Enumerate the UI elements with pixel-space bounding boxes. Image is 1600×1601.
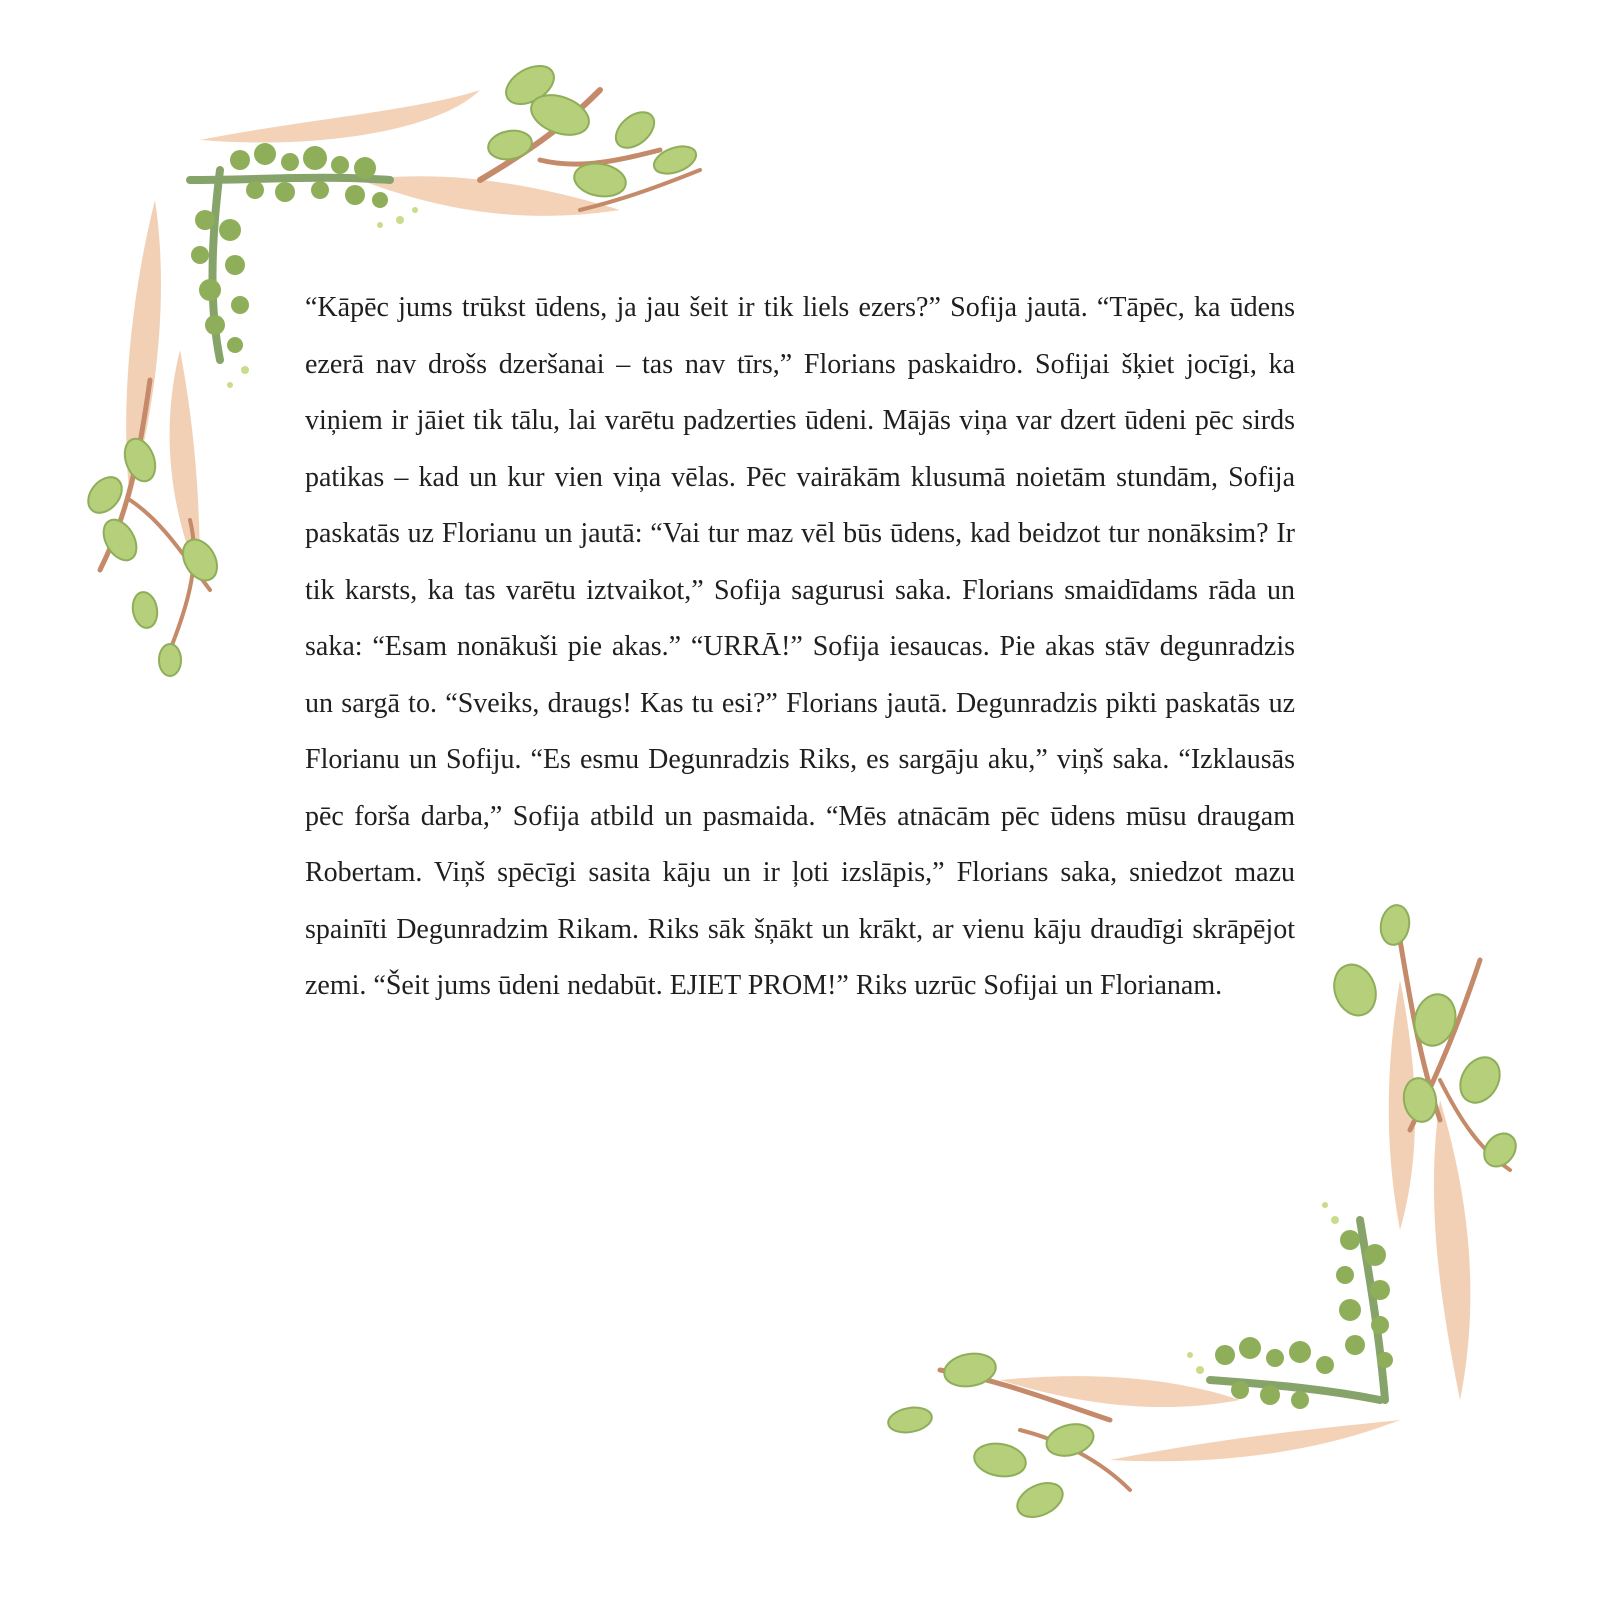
leafy-branch-corner-bottom-right xyxy=(880,900,1560,1540)
story-paragraph: “Kāpēc jums trūkst ūdens, ja jau šeit ir tik liels ezers?” Sofija jautā. “Tāpēc, ka ūdens ezerā nav drošs dzeršanai – tas nav tīrs,” Florians paskaidro. Sofijai šķiet jocīgi, ka viņiem ir jāiet tik tālu, lai varētu padzerties ūdeni. Mājās viņa var dzert ūdeni pēc sirds patikas – kad un kur vien viņa vēlas. Pēc vairākām klusumā noietām stundām, Sofija paskatās uz Florianu un jautā: “Vai tur maz vēl būs ūdens, kad beidzot tur nonāksim? Ir tik karsts, ka tas varētu iztvaikot,” Sofija sagurusi saka. Florians smaidīdams rāda un saka: “Esam nonākuši pie akas.” “URRĀ!” Sofija iesaucas. Pie akas stāv degunradzis un sargā to. “Sveiks, draugs! Kas tu esi?” Florians jautā. Degunradzis pikti paskatās uz Florianu un Sofiju. “Es esmu Degunradzis Riks, es sargāju aku,” viņš saka. “Izklausās pēc forša darba,” Sofija atbild un pasmaida. “Mēs atnācām pēc ūdens mūsu draugam Robertam. Viņš spēcīgi sasita kāju un ir ļoti izslāpis,” Florians saka, sniedzot mazu spainīti Degunradzim Rikam. Riks sāk šņākt un krākt, ar vienu kāju draudīgi skrāpējot zemi. “Šeit jums ūdeni nedabūt. EJIET PROM!” Riks uzrūc Sofijai un Florianam. xyxy=(305,292,1295,1001)
